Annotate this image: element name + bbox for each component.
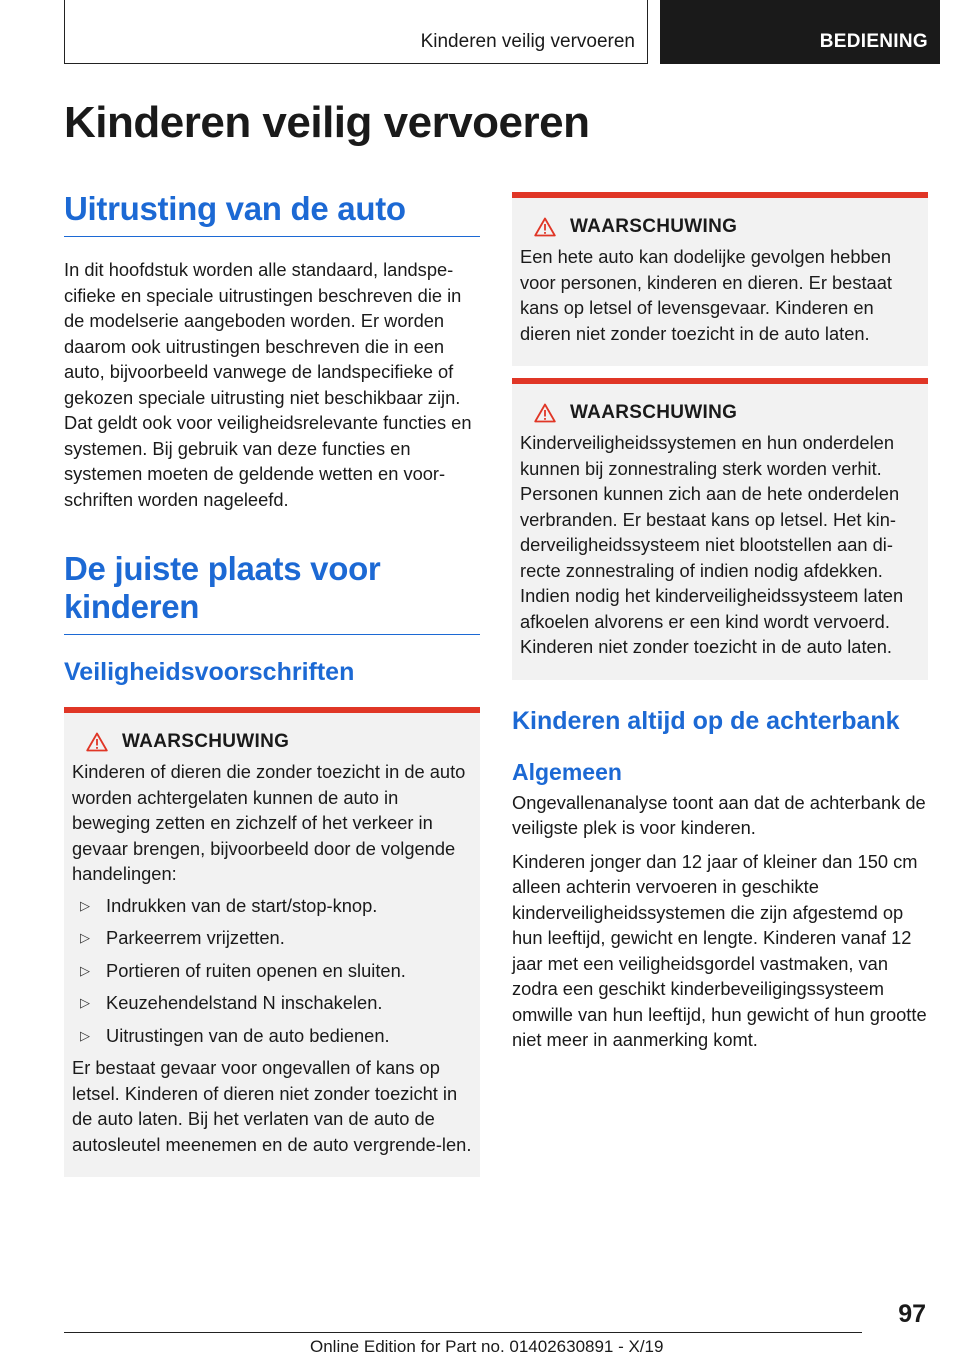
warning-header xyxy=(534,402,920,424)
header-section-tab xyxy=(660,0,940,64)
page-title: Kinderen veilig vervoeren xyxy=(64,98,590,147)
paragraph-child-age-rules: Kinderen jonger dan 12 jaar of kleiner dan 150 cm alleen achterin vervoeren in geschikte kinderveiligheidssystemen die zijn afgestemd op hun leeftijd, gewicht en lengte. Kinderen vanaf 12 jaar met een veiligheidsgordel vastmaken, van zodra een geschikt kinderbeveiligingssysteem omwille van hun leeftijd, hun gewicht of hun grootte niet meer in aanmerking komt. xyxy=(512,850,927,1050)
warning-outro: Er bestaat gevaar voor ongevallen of kans op letsel. Kinderen of dieren niet zonder toezicht in de auto laten. Bij het verlaten van de auto de autosleutel meenemen en de auto vergrende-len. xyxy=(72,1057,472,1155)
triangle-right-icon: ▷ xyxy=(80,1027,90,1043)
triangle-right-icon: ▷ xyxy=(80,962,90,978)
warning-text: Een hete auto kan dodelijke gevolgen hebben voor personen, kinderen en dieren. Er bestaat kans op letsel of levensgevaar. Kinderen en dieren niet zonder toezicht in de auto laten. xyxy=(520,246,892,344)
heading-equipment: Uitrusting van de auto xyxy=(64,190,480,237)
list-item: ▷ Uitrustingen van de auto bedienen. xyxy=(72,1023,472,1049)
header-section-title: BEDIENING xyxy=(819,31,928,52)
warning-title: WAARSCHUWING xyxy=(122,731,290,752)
list-item: ▷ Portieren of ruiten openen en sluiten. xyxy=(72,958,472,984)
warning-text: Kinderveiligheidssystemen en hun onderdelen kunnen bij zonnestraling sterk worden verhit. Personen kunnen zich aan de hete onderdelen verbranden. Er bestaat kans op letsel. Het kin-derveiligheidssysteem niet blootstellen aan di-recte zonnestraling of indien nodig afdekken. Indien nodig het kinderveiligheidssysteem laten afkoelen alvorens er een kind wordt vervoerd. Kinderen niet zonder toezicht in de auto laten. xyxy=(520,432,904,657)
paragraph-equipment: In dit hoofdstuk worden alle standaard, landspe-cifieke en speciale uitrustingen beschreven die in de modelserie aangeboden worden. Er worden daarom ook uitrustingen beschreven die in een auto, bijvoorbeeld vanwege de landspecifieke of gekozen speciale uitrusting niet beschikbaar zijn. Dat geldt ook voor veiligheidsrelevante functies en systemen. Bij gebruik van deze functies en systemen moeten de geldende wetten en voor-schriften worden nageleefd. xyxy=(64,259,472,510)
list-item: ▷ Keuzehendelstand N inschakelen. xyxy=(72,990,472,1016)
triangle-right-icon: ▷ xyxy=(80,995,90,1010)
paragraph-accident-analysis: Ongevallenanalyse toont aan dat de achterbank de veiligste plek is voor kinderen. xyxy=(512,791,926,838)
left-column xyxy=(64,190,480,1177)
triangle-right-icon: ▷ xyxy=(80,897,90,913)
header-chapter-tab xyxy=(64,0,648,64)
warning-action-list xyxy=(72,893,472,1049)
warning-triangle-icon xyxy=(534,403,556,423)
list-item: ▷ Indrukken van de start/stop-knop. xyxy=(72,893,472,919)
warning-box-sun-heat xyxy=(512,378,928,680)
heading-general: Algemeen xyxy=(512,758,622,785)
heading-backseat: Kinderen altijd op de achterbank xyxy=(512,706,900,735)
warning-intro: Kinderen of dieren die zonder toezicht in de auto worden achtergelaten kunnen de auto in beweging zetten en zichzelf of het verkeer in gevaar brengen, bijvoorbeeld door de volgende handelingen: xyxy=(72,761,466,884)
warning-header xyxy=(86,731,472,753)
warning-title: WAARSCHUWING xyxy=(570,216,738,237)
heading-right-place: De juiste plaats voor kinderen xyxy=(64,550,480,635)
warning-title: WAARSCHUWING xyxy=(570,402,738,423)
warning-box-unattended xyxy=(64,707,480,1177)
warning-triangle-icon xyxy=(534,217,556,237)
triangle-right-icon: ▷ xyxy=(80,930,90,945)
list-item: ▷ Parkeerrem vrijzetten. xyxy=(72,925,472,951)
right-column xyxy=(512,192,928,1053)
heading-safety-rules: Veiligheidsvoorschriften xyxy=(64,658,355,686)
warning-triangle-icon xyxy=(86,732,108,752)
header-chapter-title: Kinderen veilig vervoeren xyxy=(420,31,635,52)
warning-header xyxy=(534,216,920,238)
footer-divider xyxy=(64,1332,862,1333)
footer-edition: Online Edition for Part no. 01402630891 - X/19 xyxy=(310,1337,664,1356)
warning-box-hot-car xyxy=(512,192,928,366)
page-number: 97 xyxy=(898,1300,926,1328)
